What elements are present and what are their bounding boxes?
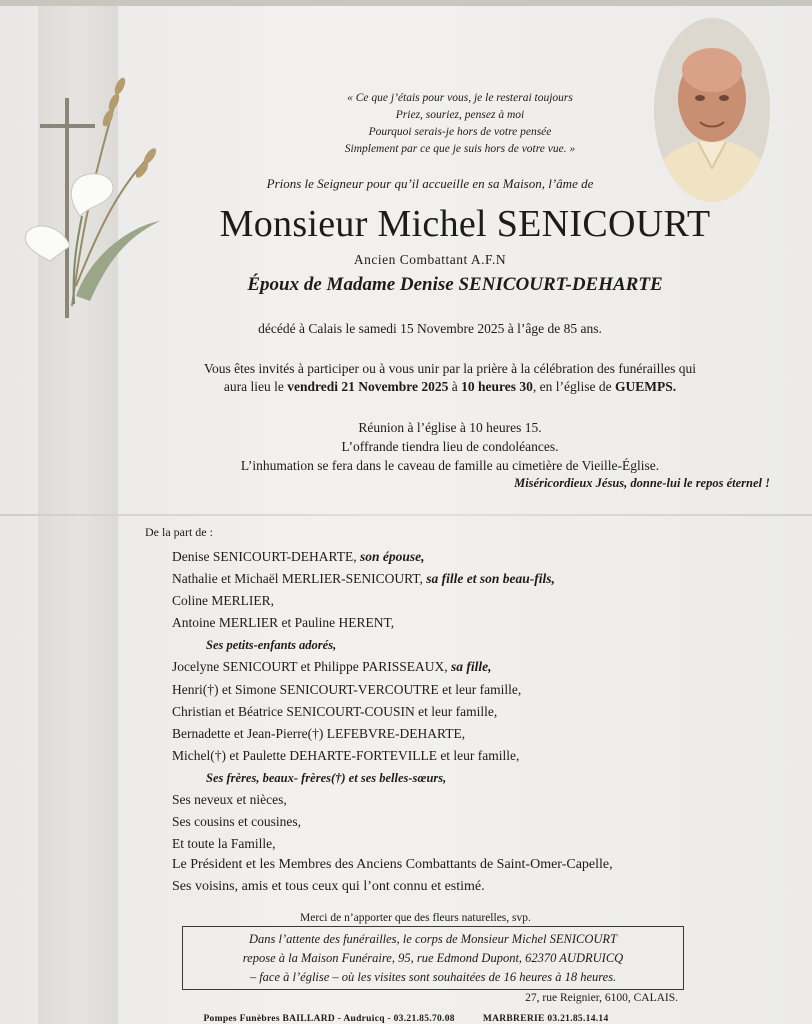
- poem-line: Pourquoi serais-je hors de votre pensée: [368, 126, 552, 138]
- funeral-director-contact: Pompes Funèbres BAILLARD - Audruicq - 03.21.85.70.08: [203, 1014, 455, 1024]
- family-member-line: [172, 590, 555, 612]
- arrangements: [140, 418, 760, 475]
- family-member-name: Jocelyne SENICOURT et Philippe PARISSEAUX,: [172, 659, 451, 675]
- family-relation: Ses frères, beaux- frères(†) et ses belles-sœurs,: [206, 770, 447, 785]
- family-member-line: [172, 568, 555, 590]
- family-member-line: [172, 612, 555, 634]
- family-member-line: [172, 656, 555, 678]
- death-notice: décédé à Calais le samedi 15 Novembre 2025 à l’âge de 85 ans.: [258, 321, 602, 336]
- poem-line: Priez, souriez, pensez à moi: [395, 109, 525, 121]
- family-member-line: [172, 767, 555, 789]
- family-relation: sa fille,: [450, 659, 492, 675]
- stonemason-contact: MARBRERIE 03.21.85.14.14: [482, 1014, 609, 1024]
- family-member-line: [172, 745, 555, 767]
- invitation-line-2: aura lieu le vendredi 21 Novembre 2025 à 10 heures 30, en l’église de GUEMPS.: [223, 379, 677, 394]
- footer-contacts: [100, 1014, 712, 1024]
- invitation-line-1: Vous êtes invités à participer ou à vous unir par la prière à la célébration des funérailles qui: [204, 361, 696, 376]
- poem-line: Simplement par ce que je suis hors de votre vue. »: [344, 143, 576, 155]
- family-member-line: [172, 811, 555, 833]
- visitation-line: repose à la Maison Funéraire, 95, rue Edmond Dupont, 62370 AUDRUICQ: [242, 951, 624, 965]
- family-member-line: [172, 833, 555, 855]
- visitation-box: [182, 926, 684, 990]
- mourner-line: Le Président et les Membres des Anciens Combattants de Saint-Omer-Capelle,: [172, 857, 613, 872]
- family-member-name: Et toute la Famille,: [172, 836, 276, 852]
- family-member-line: [172, 789, 555, 811]
- flowers-note: Merci de n’apporter que des fleurs naturelles, svp.: [300, 912, 531, 924]
- cross-lily-wheat-icon: [10, 46, 170, 346]
- funeral-home-address: 27, rue Reignier, 6100, CALAIS.: [525, 992, 678, 1004]
- family-member-name: Ses cousins et cousines,: [172, 814, 301, 830]
- family-member-name: Denise SENICOURT-DEHARTE,: [172, 549, 360, 564]
- family-member-line: [172, 723, 555, 745]
- family-member-name: Christian et Béatrice SENICOURT-COUSIN et leur famille,: [172, 703, 498, 719]
- poem-line: « Ce que j’étais pour vous, je le resterai toujours: [347, 92, 573, 104]
- funeral-notice-page: [0, 6, 812, 1024]
- funeral-date: vendredi 21 Novembre 2025: [287, 379, 449, 394]
- family-member-name: Henri(†) et Simone SENICOURT-VERCOUTRE et leur famille,: [172, 681, 522, 697]
- prayer-intro: Prions le Seigneur pour qu’il accueille en sa Maison, l’âme de: [266, 176, 594, 191]
- family-member-line: [172, 701, 555, 723]
- memorial-poem: [270, 90, 650, 158]
- visitation-line: – face à l’église – où les visites sont souhaitées de 16 heures à 18 heures.: [249, 970, 617, 984]
- arrangement-line: L’inhumation se fera dans le caveau de famille au cimetière de Vieille-Église.: [240, 458, 660, 473]
- closing-prayer: Miséricordieux Jésus, donne-lui le repos éternel !: [514, 476, 770, 490]
- from-label: De la part de :: [145, 525, 213, 539]
- deceased-portrait-photo: [654, 18, 770, 202]
- funeral-invitation: [130, 360, 770, 396]
- family-member-name: Bernadette et Jean-Pierre(†) LEFEBVRE-DEHARTE,: [172, 725, 466, 741]
- paper-fold-line: [0, 514, 812, 516]
- arrangement-line: L’offrande tiendra lieu de condoléances.: [341, 439, 559, 454]
- family-relation: sa fille et son beau-fils,: [426, 571, 555, 587]
- family-member-name: Michel(†) et Paulette DEHARTE-FORTEVILLE et leur famille,: [172, 747, 520, 763]
- family-member-name: Coline MERLIER,: [172, 593, 274, 609]
- family-relation: son épouse,: [360, 549, 425, 564]
- deceased-title: Ancien Combattant A.F.N: [353, 252, 507, 267]
- funeral-place: GUEMPS.: [614, 379, 677, 394]
- family-member-name: Ses neveux et nièces,: [172, 792, 287, 808]
- family-relation: Ses petits-enfants adorés,: [206, 638, 337, 653]
- family-member-line: [172, 679, 555, 701]
- deceased-name: Monsieur Michel SENICOURT: [219, 203, 711, 245]
- family-member-name: Nathalie et Michaël MERLIER-SENICOURT,: [172, 571, 427, 587]
- family-member-line: [172, 634, 555, 656]
- family-list: [172, 546, 555, 855]
- other-mourners: [172, 854, 613, 898]
- arrangement-line: Réunion à l’église à 10 heures 15.: [358, 420, 542, 435]
- spouse-line: Époux de Madame Denise SENICOURT-DEHARTE: [247, 274, 663, 295]
- family-member-name: Antoine MERLIER et Pauline HERENT,: [172, 615, 395, 631]
- family-member-line: [172, 546, 555, 568]
- funeral-time: 10 heures 30: [461, 379, 533, 394]
- visitation-line: Dans l’attente des funérailles, le corps de Monsieur Michel SENICOURT: [249, 932, 617, 946]
- mourner-line: Ses voisins, amis et tous ceux qui l’ont connu et estimé.: [172, 879, 485, 894]
